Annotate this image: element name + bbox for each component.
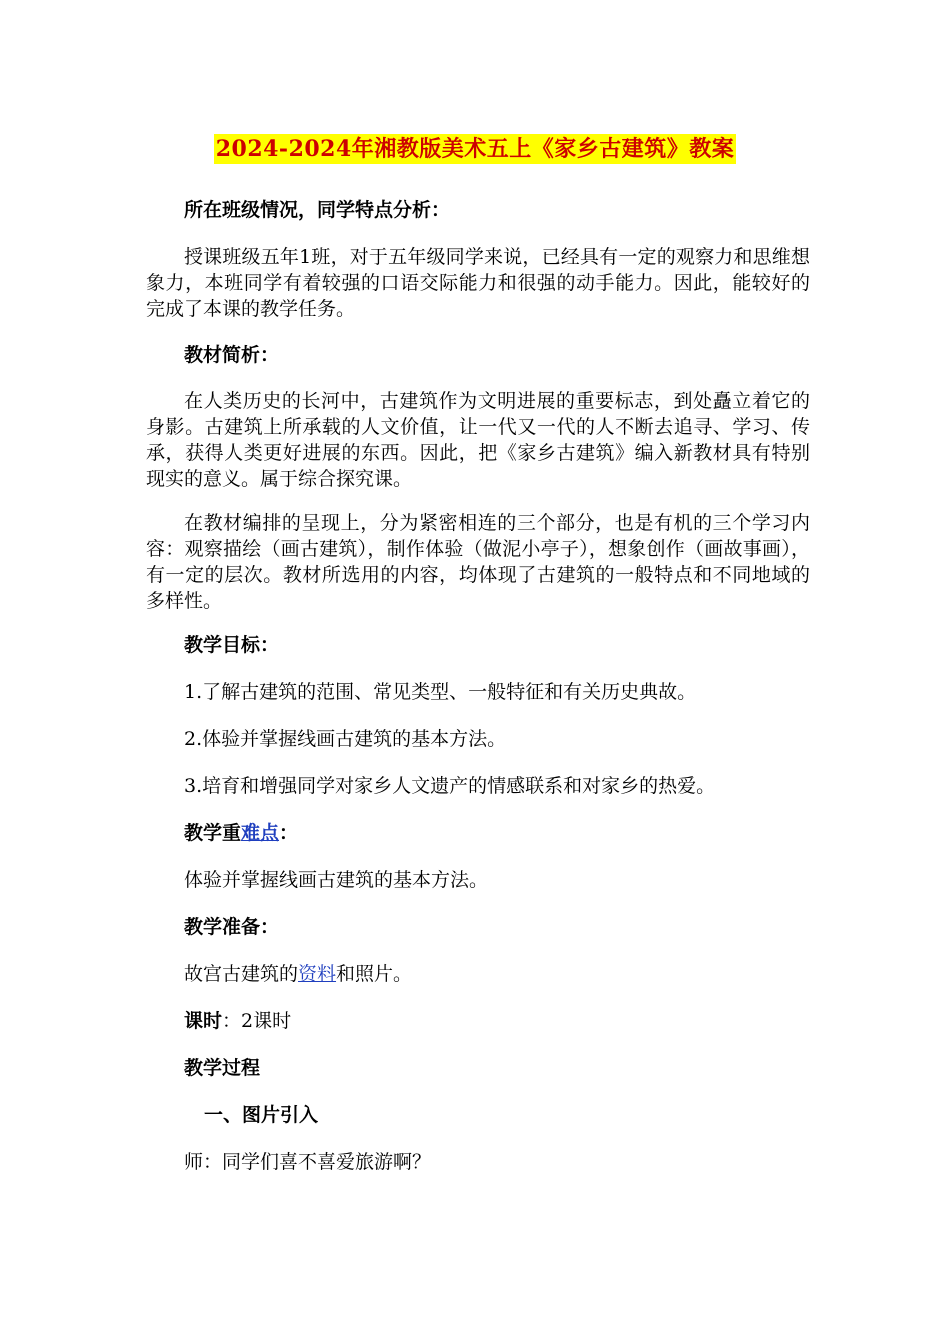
- goal-item-1: 1.了解古建筑的范围、常见类型、一般特征和有关历史典故。: [184, 681, 697, 703]
- key-heading-suffix: ：: [279, 822, 299, 844]
- class-analysis-heading: 所在班级情况，同学特点分析：: [184, 199, 451, 221]
- prep-link[interactable]: 资料: [298, 963, 337, 985]
- material-heading: 教材简析：: [184, 344, 280, 366]
- material-text-2: 在教材编排的呈现上，分为紧密相连的三个部分，也是有机的三个学习内容：观察描绘（画古建筑），制作体验（做泥小亭子），想象创作（画故事画），有一定的层次。教材所选用的内容，均体现了古建筑的一般特点和不同地域的多样性。: [146, 512, 810, 612]
- goal-item-2: 2.体验并掌握线画古建筑的基本方法。: [184, 728, 507, 750]
- key-heading-prefix: 教学重: [184, 822, 242, 844]
- material-text-1: 在人类历史的长河中，古建筑作为文明进展的重要标志，到处矗立着它的身影。古建筑上所承载的人文价值，让一代又一代的人不断去追寻、学习、传承，获得人类更好进展的东西。因此，把《家乡古建筑》编入新教材具有特别现实的意义。属于综合探究课。: [146, 390, 810, 490]
- prep-heading: 教学准备：: [184, 916, 280, 938]
- prep-prefix: 故宫古建筑的: [184, 963, 299, 985]
- hours-line: [184, 1008, 810, 1034]
- step1-text: 师：同学们喜不喜爱旅游啊？: [184, 1151, 432, 1173]
- goals-heading: 教学目标：: [184, 634, 280, 656]
- document-title: 2024-2024年湘教版美术五上《家乡古建筑》教案: [215, 136, 735, 162]
- step1-heading: 一、图片引入: [204, 1104, 319, 1126]
- goal-item-3: 3.培育和增强同学对家乡人文遗产的情感联系和对家乡的热爱。: [184, 775, 716, 797]
- key-heading-link[interactable]: 难点: [241, 822, 280, 844]
- title-container: [0, 134, 950, 164]
- key-points-heading: [184, 820, 810, 846]
- key-points-text: 体验并掌握线画古建筑的基本方法。: [184, 869, 489, 891]
- process-heading: 教学过程: [184, 1057, 261, 1079]
- class-analysis-text: 授课班级五年1班，对于五年级同学来说，已经具有一定的观察力和思维想象力，本班同学有着较强的口语交际能力和很强的动手能力。因此，能较好的完成了本课的教学任务。: [146, 246, 810, 320]
- prep-text: [184, 961, 810, 987]
- hours-label: 课时: [184, 1010, 223, 1032]
- prep-suffix: 和照片。: [336, 963, 413, 985]
- hours-value: ：2课时: [222, 1010, 292, 1032]
